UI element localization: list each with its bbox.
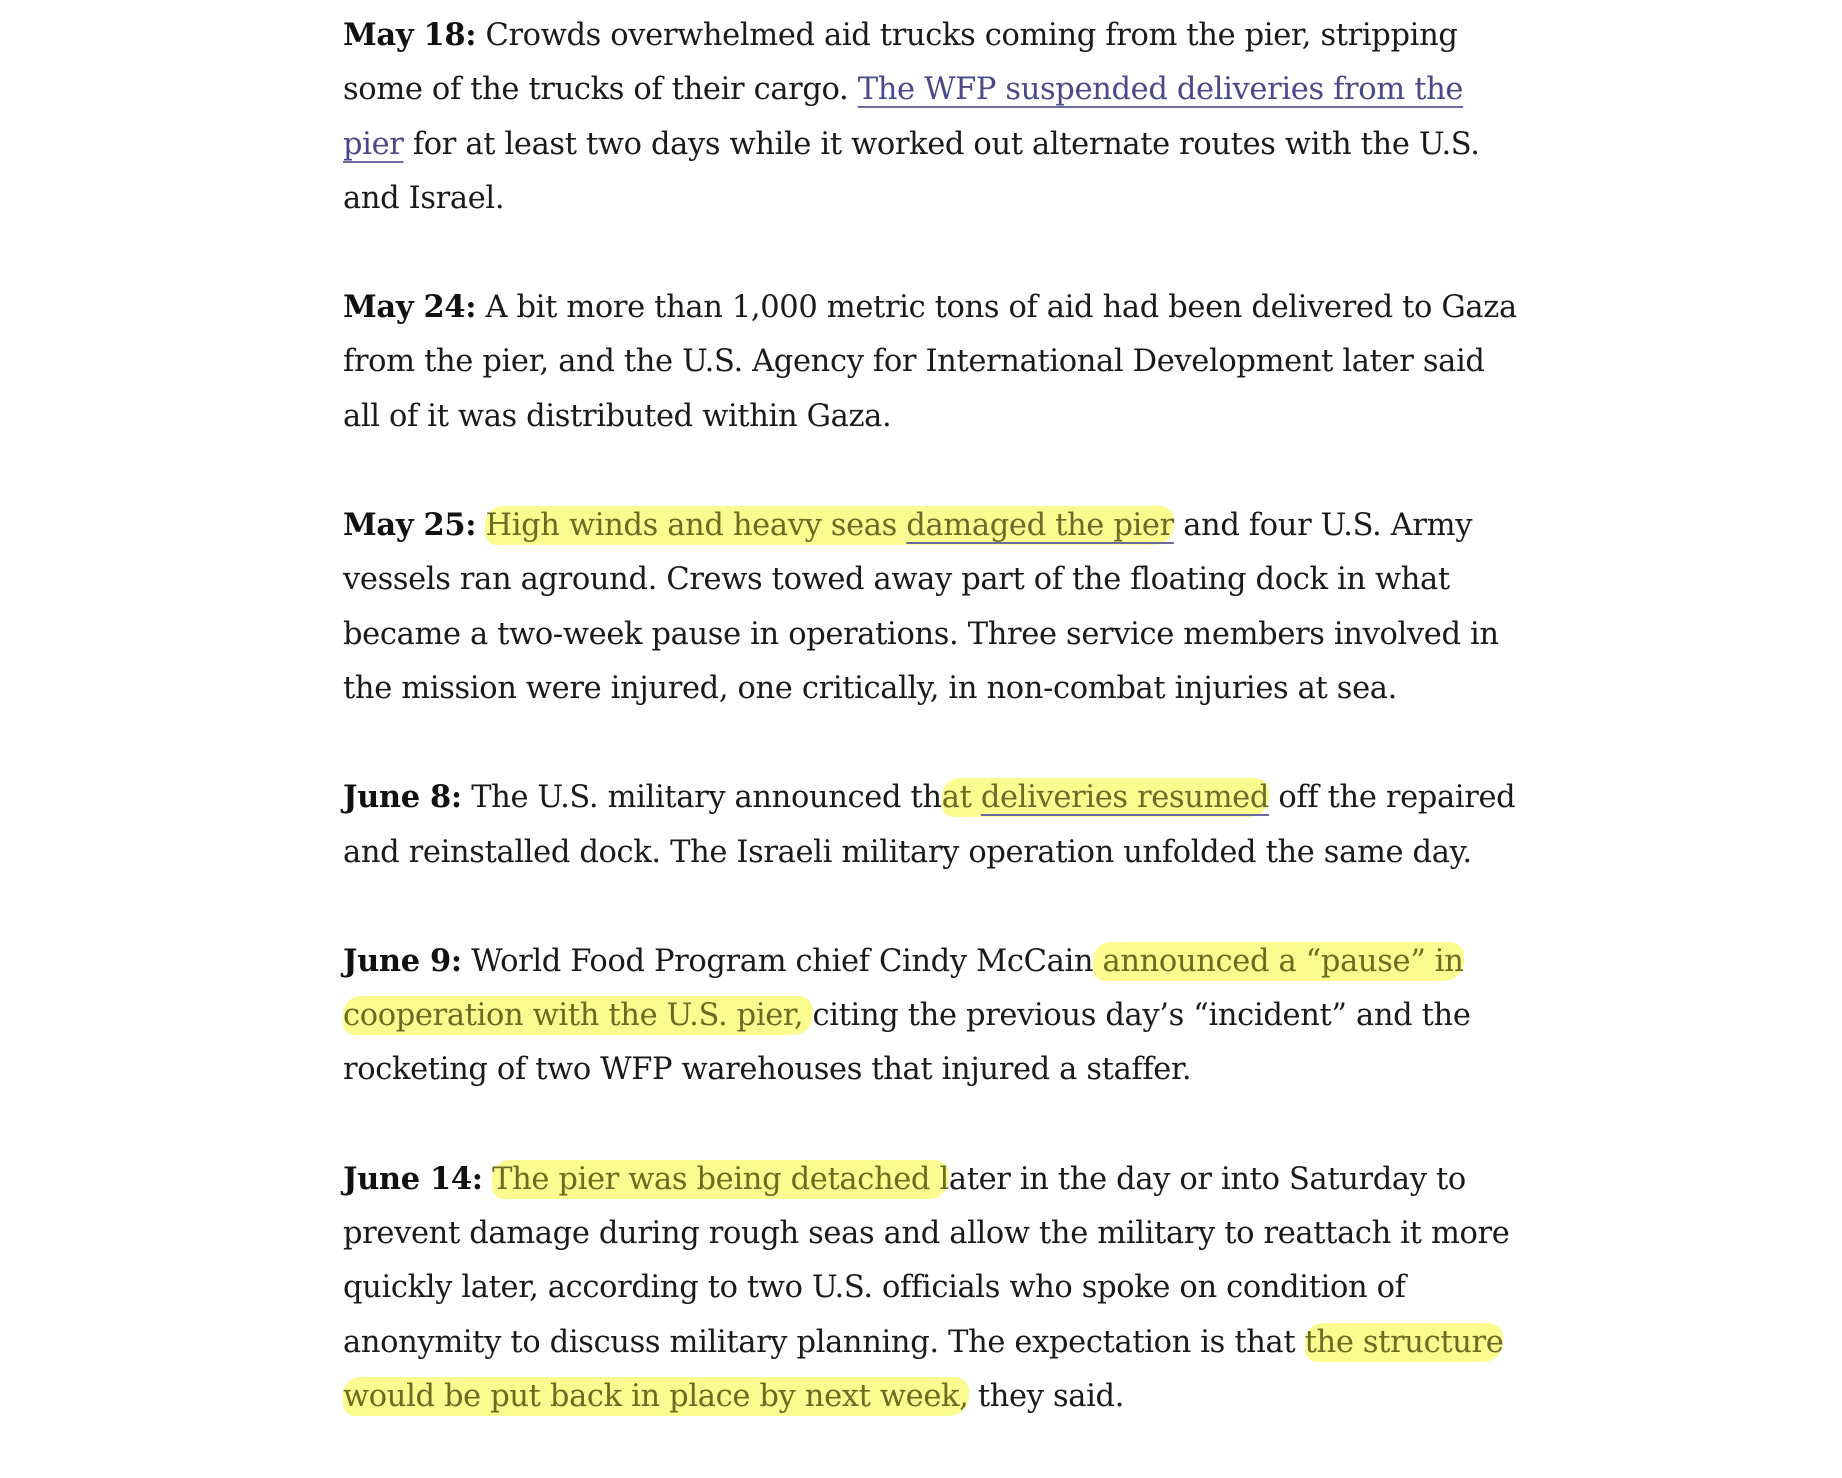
entry-text: World Food Program chief Cindy McCain [461, 943, 1094, 979]
timeline-entry-june-14 [343, 1152, 1523, 1424]
entry-text: ater in the day or into Saturday to prevent damage during rough seas and allow the military to reattach it more quickly later, according to two U.S. officials who spoke on condition of anonymity to discuss military planning. The expectation is that [343, 1161, 1510, 1360]
entry-date: May 25: [343, 507, 477, 544]
wfp-suspended-deliveries-link[interactable]: The WFP suspended deliveries from the pier [343, 72, 1464, 162]
entry-date: June 14: [343, 1160, 483, 1197]
highlighted-text [942, 778, 1269, 817]
entry-date: June 9: [343, 942, 462, 979]
deliveries-resumed-link[interactable]: deliveries resumed [980, 780, 1270, 816]
entry-text: citing the previous day’s “incident” and the rocketing of two WFP warehouses that injured a staffer. [343, 998, 1471, 1088]
entry-text: A bit more than 1,000 metric tons of aid had been delivered to Gaza from the pier, and the U.S. Agency for International Development later said all of it was distributed within Gaza. [343, 290, 1517, 434]
entry-text: The U.S. military announced th [461, 780, 942, 816]
damaged-the-pier-link[interactable]: damaged the pier [906, 508, 1174, 544]
entry-text: off the repaired and reinstalled dock. The Israeli military operation unfolded the same day. [343, 780, 1516, 870]
timeline-entry-may-24 [343, 280, 1523, 444]
timeline-entry-june-8 [343, 770, 1523, 880]
timeline-entry-june-9 [343, 934, 1523, 1098]
entry-text: they said. [968, 1378, 1125, 1414]
highlighted-text: announced a “pause” in cooperation with the U.S. pier, [343, 943, 1464, 1034]
entry-text: for at least two days while it worked out alternate routes with the U.S. and Israel. [343, 126, 1480, 216]
entry-text [483, 1162, 492, 1197]
entry-text: Crowds overwhelmed aid trucks coming from the pier, stripping some of the trucks of their cargo. [343, 18, 1458, 108]
highlight-text: High winds and heavy seas [485, 508, 907, 544]
entry-date: May 18: [343, 17, 477, 53]
entry-date: June 8: [343, 779, 462, 816]
highlighted-text: the structure would be put back in place by next week, [343, 1324, 1504, 1414]
highlighted-text: The pier was being detached l [492, 1161, 949, 1197]
timeline-entry-may-25 [343, 498, 1523, 716]
highlighted-text [485, 506, 1173, 545]
timeline-entry-may-18 [343, 8, 1523, 226]
entry-date: May 24: [343, 289, 477, 326]
highlight-text: at [941, 780, 981, 816]
entry-text: and four U.S. Army vessels ran aground. Crews towed away part of the floating dock in what became a two-week pause in operations. Three service members involved in the mission were injured, one critically, in non-combat injuries at sea. [343, 508, 1499, 706]
article-body [343, 8, 1523, 1478]
